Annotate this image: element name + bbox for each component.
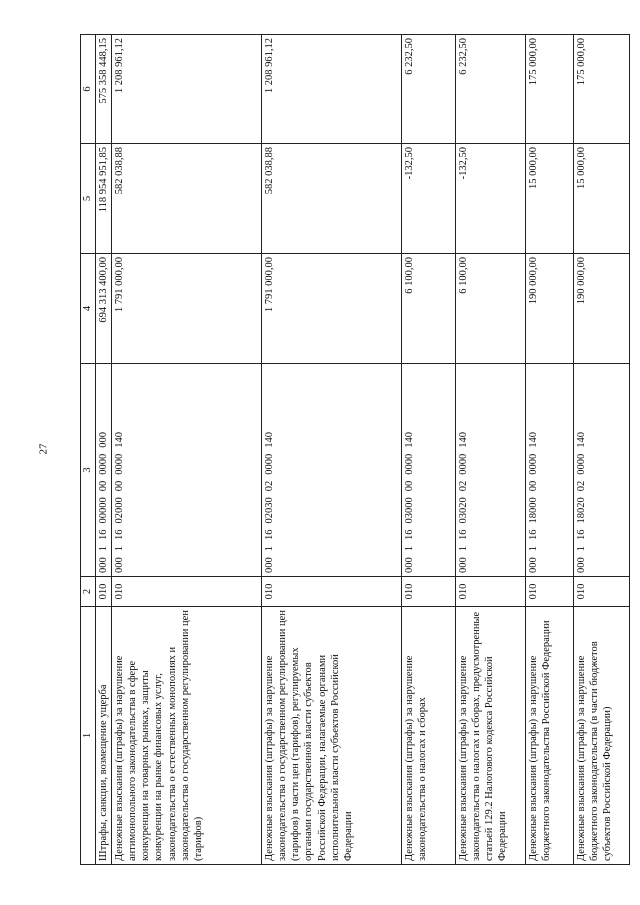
code-part: 16	[528, 529, 539, 540]
code-part: 1	[528, 546, 539, 552]
code-part: 000	[528, 557, 539, 573]
code-part: 00000	[98, 497, 109, 524]
code-part: 0000	[404, 453, 415, 475]
budget-table	[80, 34, 630, 865]
code-part: 1	[98, 546, 109, 552]
plan-amount-cell: 190 000,00	[526, 254, 574, 364]
code-part: 16	[264, 529, 275, 540]
code-part: 1	[114, 546, 125, 552]
code-part: 0000	[458, 453, 469, 475]
plan-amount-cell: 6 100,00	[402, 254, 456, 364]
admin-code-cell: 010	[574, 577, 630, 607]
code-part: 02000	[114, 497, 125, 524]
admin-code-cell: 010	[402, 577, 456, 607]
header-cell: 6	[81, 35, 96, 144]
table-row	[96, 35, 112, 865]
header-cell: 4	[81, 254, 96, 364]
executed-amount-cell: 582 038,88	[262, 144, 402, 254]
budget-code-cell	[96, 364, 112, 577]
code-part: 0000	[528, 453, 539, 475]
code-part: 140	[114, 432, 125, 448]
code-part: 16	[576, 529, 587, 540]
table-row	[526, 35, 574, 865]
row-name-cell: Штрафы, санкции, возмещение ущерба	[96, 607, 112, 865]
code-part: 02	[576, 480, 587, 492]
code-part: 1	[458, 546, 469, 552]
admin-code-cell: 010	[456, 577, 526, 607]
table-row	[574, 35, 630, 865]
row-name-cell: Денежные взыскания (штрафы) за нарушение законодательства о налогах и сборах	[402, 607, 456, 865]
code-part: 02	[264, 480, 275, 492]
code-part: 16	[98, 529, 109, 540]
row-name-cell: Денежные взыскания (штрафы) за нарушение бюджетного законодательства Российской Федерации	[526, 607, 574, 865]
code-part: 1	[576, 546, 587, 552]
remaining-amount-cell: 575 358 448,15	[96, 35, 112, 144]
budget-code-cell	[526, 364, 574, 577]
header-cell: 2	[81, 577, 96, 607]
budget-code-cell	[112, 364, 262, 577]
code-part: 000	[98, 557, 109, 573]
code-part: 000	[264, 557, 275, 573]
code-part: 000	[576, 557, 587, 573]
rotated-table-container	[80, 35, 614, 865]
code-part: 140	[458, 432, 469, 448]
plan-amount-cell: 694 313 400,00	[96, 254, 112, 364]
budget-code-cell	[456, 364, 526, 577]
plan-amount-cell: 1 791 000,00	[112, 254, 262, 364]
code-part: 0000	[98, 453, 109, 475]
remaining-amount-cell: 6 232,50	[402, 35, 456, 144]
plan-amount-cell: 1 791 000,00	[262, 254, 402, 364]
code-part: 02030	[264, 497, 275, 524]
executed-amount-cell: 15 000,00	[526, 144, 574, 254]
admin-code-cell: 010	[112, 577, 262, 607]
code-part: 00	[114, 480, 125, 492]
code-part: 140	[404, 432, 415, 448]
executed-amount-cell: 582 038,88	[112, 144, 262, 254]
admin-code-cell: 010	[96, 577, 112, 607]
executed-amount-cell: 15 000,00	[574, 144, 630, 254]
executed-amount-cell: 118 954 951,85	[96, 144, 112, 254]
code-part: 1	[404, 546, 415, 552]
code-part: 02	[458, 480, 469, 492]
code-part: 000	[114, 557, 125, 573]
remaining-amount-cell: 175 000,00	[574, 35, 630, 144]
page-number: 27	[37, 443, 50, 455]
code-part: 140	[528, 432, 539, 448]
code-part: 0000	[114, 453, 125, 475]
header-cell: 5	[81, 144, 96, 254]
code-part: 00	[404, 480, 415, 492]
code-part: 000	[458, 557, 469, 573]
executed-amount-cell: -132,50	[456, 144, 526, 254]
code-part: 1	[264, 546, 275, 552]
remaining-amount-cell: 1 208 961,12	[112, 35, 262, 144]
budget-code-cell	[262, 364, 402, 577]
budget-code-cell	[402, 364, 456, 577]
code-part: 18000	[528, 497, 539, 524]
remaining-amount-cell: 175 000,00	[526, 35, 574, 144]
executed-amount-cell: -132,50	[402, 144, 456, 254]
remaining-amount-cell: 6 232,50	[456, 35, 526, 144]
code-part: 140	[576, 432, 587, 448]
code-part: 16	[458, 529, 469, 540]
budget-code-cell	[574, 364, 630, 577]
code-part: 16	[404, 529, 415, 540]
code-part: 00	[528, 480, 539, 492]
admin-code-cell: 010	[526, 577, 574, 607]
table-row	[456, 35, 526, 865]
code-part: 00	[98, 480, 109, 492]
header-cell: 1	[81, 607, 96, 865]
table-row	[112, 35, 262, 865]
code-part: 18020	[576, 497, 587, 524]
row-name-cell: Денежные взыскания (штрафы) за нарушение законодательства о налогах и сборах, предусмотренные статьей 129.2 Налогового кодекса Российской Федерации	[456, 607, 526, 865]
table-row	[262, 35, 402, 865]
table-row	[402, 35, 456, 865]
code-part: 000	[404, 557, 415, 573]
row-name-cell: Денежные взыскания (штрафы) за нарушение законодательства о государственном регулировании цен (тарифов) в части цен (тарифов), регулируемых органами государственной власти субъектов Российской Федерации, налагаемые органами исполнительной власти субъектов Российской Федерации	[262, 607, 402, 865]
plan-amount-cell: 190 000,00	[574, 254, 630, 364]
code-part: 0000	[576, 453, 587, 475]
row-name-cell: Денежные взыскания (штрафы) за нарушение бюджетного законодательства (в части бюджетов субъектов Российской Федерации)	[574, 607, 630, 865]
code-part: 16	[114, 529, 125, 540]
row-name-cell: Денежные взыскания (штрафы) за нарушение антимонопольного законодательства в сфере конкуренции на товарных рынках, защиты конкуренции на рынке финансовых услуг, законодательства о естественных монополиях и законодательства о государственном регулировании цен (тарифов)	[112, 607, 262, 865]
code-part: 000	[98, 432, 109, 448]
admin-code-cell: 010	[262, 577, 402, 607]
header-cell: 3	[81, 364, 96, 577]
code-part: 03020	[458, 497, 469, 524]
code-part: 140	[264, 432, 275, 448]
plan-amount-cell: 6 100,00	[456, 254, 526, 364]
header-row	[81, 35, 96, 865]
code-part: 0000	[264, 453, 275, 475]
remaining-amount-cell: 1 208 961,12	[262, 35, 402, 144]
code-part: 03000	[404, 497, 415, 524]
